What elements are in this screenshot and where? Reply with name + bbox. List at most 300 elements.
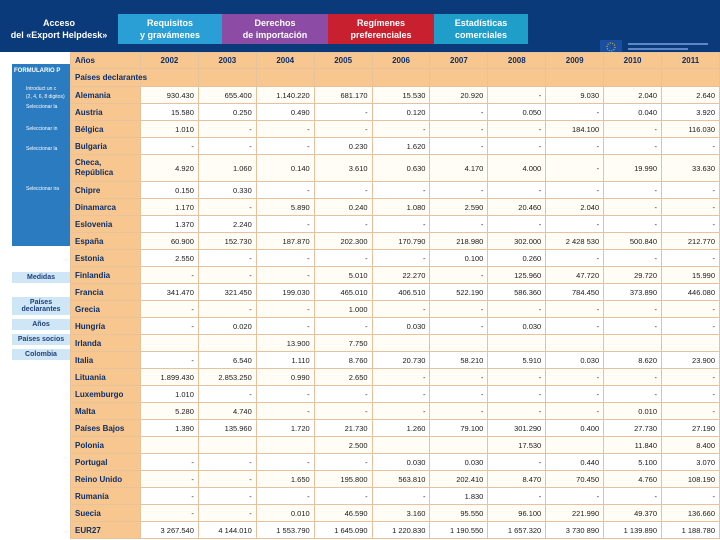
table-cell: 0.440 bbox=[546, 454, 604, 471]
table-cell: - bbox=[546, 216, 604, 233]
table-row bbox=[71, 182, 720, 199]
table-cell: 8.470 bbox=[488, 471, 546, 488]
table-cell: 1.000 bbox=[314, 301, 372, 318]
table-row bbox=[71, 403, 720, 420]
table-cell: - bbox=[256, 318, 314, 335]
table-cell: 1.060 bbox=[198, 155, 256, 182]
table-cell: - bbox=[546, 301, 604, 318]
row-country-label[interactable]: Checa, República bbox=[71, 155, 141, 182]
table-cell bbox=[546, 437, 604, 454]
table-cell: 20.460 bbox=[488, 199, 546, 216]
table-cell: - bbox=[488, 403, 546, 420]
table-cell: 202.410 bbox=[430, 471, 488, 488]
table-cell: 563.810 bbox=[372, 471, 430, 488]
table-cell: - bbox=[604, 182, 662, 199]
table-cell: 1 220.830 bbox=[372, 522, 430, 539]
row-country-label[interactable]: Malta bbox=[71, 403, 141, 420]
table-cell: 3.070 bbox=[662, 454, 720, 471]
blank-header-cell bbox=[314, 69, 372, 87]
table-cell: 0.050 bbox=[488, 104, 546, 121]
background-form-line: Seleccionar la bbox=[26, 104, 58, 110]
table-cell: - bbox=[141, 352, 199, 369]
table-cell: 1.140.220 bbox=[256, 87, 314, 104]
table-cell: - bbox=[662, 403, 720, 420]
background-form-line: Seleccionar ira bbox=[26, 186, 60, 192]
table-cell: - bbox=[198, 471, 256, 488]
table-cell: 3 730 890 bbox=[546, 522, 604, 539]
table-cell bbox=[430, 335, 488, 352]
year-header-cell[interactable]: 2002 bbox=[141, 53, 199, 69]
row-country-label[interactable]: Finlandia bbox=[71, 267, 141, 284]
row-country-label[interactable]: Grecia bbox=[71, 301, 141, 318]
nav-tab-derechos[interactable] bbox=[222, 14, 328, 44]
table-cell: 522.190 bbox=[430, 284, 488, 301]
table-row bbox=[71, 454, 720, 471]
table-cell: - bbox=[256, 386, 314, 403]
table-cell: - bbox=[372, 121, 430, 138]
blank-header-cell bbox=[141, 69, 199, 87]
table-cell: - bbox=[488, 386, 546, 403]
table-cell: - bbox=[546, 155, 604, 182]
table-cell: - bbox=[604, 121, 662, 138]
table-cell: - bbox=[430, 104, 488, 121]
table-cell: 2.240 bbox=[198, 216, 256, 233]
table-cell: 1.170 bbox=[141, 199, 199, 216]
table-cell: 2.500 bbox=[314, 437, 372, 454]
year-header-cell[interactable]: 2005 bbox=[314, 53, 372, 69]
table-cell: 1.010 bbox=[141, 386, 199, 403]
row-country-label[interactable]: EUR27 bbox=[71, 522, 141, 539]
table-cell: - bbox=[604, 318, 662, 335]
table-cell: - bbox=[430, 318, 488, 335]
table-row bbox=[71, 301, 720, 318]
blank-header-cell bbox=[604, 69, 662, 87]
table-cell: 784.450 bbox=[546, 284, 604, 301]
table-row bbox=[71, 386, 720, 403]
table-cell: - bbox=[256, 121, 314, 138]
table-cell: - bbox=[198, 250, 256, 267]
year-header-cell[interactable]: 2009 bbox=[546, 53, 604, 69]
table-cell: - bbox=[430, 121, 488, 138]
table-row bbox=[71, 352, 720, 369]
table-cell: - bbox=[430, 386, 488, 403]
table-cell: 58.210 bbox=[430, 352, 488, 369]
table-row bbox=[71, 284, 720, 301]
table-cell: - bbox=[430, 267, 488, 284]
table-cell: - bbox=[662, 138, 720, 155]
table-cell: - bbox=[488, 138, 546, 155]
table-row bbox=[71, 437, 720, 454]
table-cell: - bbox=[256, 138, 314, 155]
nav-tab-regimenes[interactable] bbox=[328, 14, 434, 44]
table-cell: 6.540 bbox=[198, 352, 256, 369]
table-row bbox=[71, 199, 720, 216]
table-cell: 70.450 bbox=[546, 471, 604, 488]
table-cell: 0.240 bbox=[314, 199, 372, 216]
statistics-table bbox=[70, 52, 720, 539]
table-cell: 4.920 bbox=[141, 155, 199, 182]
table-cell: - bbox=[546, 488, 604, 505]
row-country-label[interactable]: Alemania bbox=[71, 87, 141, 104]
table-cell: 218.980 bbox=[430, 233, 488, 250]
table-cell: 1.010 bbox=[141, 121, 199, 138]
table-cell: 1.899.430 bbox=[141, 369, 199, 386]
table-row bbox=[71, 471, 720, 488]
countries-header: Países declarantes bbox=[71, 69, 141, 87]
table-cell: 22.270 bbox=[372, 267, 430, 284]
blank-header-cell bbox=[488, 69, 546, 87]
nav-tab-line1: Derechos bbox=[254, 18, 296, 28]
row-country-label[interactable]: Bélgica bbox=[71, 121, 141, 138]
table-cell: - bbox=[198, 454, 256, 471]
table-cell bbox=[488, 335, 546, 352]
table-cell bbox=[141, 437, 199, 454]
table-cell: - bbox=[141, 318, 199, 335]
table-cell: 0.330 bbox=[198, 182, 256, 199]
table-cell: 7.750 bbox=[314, 335, 372, 352]
table-cell: - bbox=[546, 386, 604, 403]
side-label-medidas: Medidas bbox=[12, 272, 70, 283]
table-cell: 27.730 bbox=[604, 420, 662, 437]
table-cell: - bbox=[256, 267, 314, 284]
table-cell: 136.660 bbox=[662, 505, 720, 522]
table-cell: 29.720 bbox=[604, 267, 662, 284]
table-cell: 1.370 bbox=[141, 216, 199, 233]
table-cell: - bbox=[141, 488, 199, 505]
row-country-label[interactable]: Portugal bbox=[71, 454, 141, 471]
table-cell: 446.080 bbox=[662, 284, 720, 301]
table-cell: 152.730 bbox=[198, 233, 256, 250]
table-cell: 2.853.250 bbox=[198, 369, 256, 386]
table-cell: 0.990 bbox=[256, 369, 314, 386]
table-cell: 4 144.010 bbox=[198, 522, 256, 539]
table-cell: 60.900 bbox=[141, 233, 199, 250]
table-cell: 1 645.090 bbox=[314, 522, 372, 539]
table-row bbox=[71, 104, 720, 121]
table-cell: 1.260 bbox=[372, 420, 430, 437]
table-cell: 1 188.780 bbox=[662, 522, 720, 539]
year-header-cell[interactable]: 2006 bbox=[372, 53, 430, 69]
table-cell: 0.020 bbox=[198, 318, 256, 335]
table-cell: - bbox=[256, 403, 314, 420]
table-cell: - bbox=[198, 121, 256, 138]
table-cell: - bbox=[141, 471, 199, 488]
table-cell bbox=[198, 437, 256, 454]
table-cell: 586.360 bbox=[488, 284, 546, 301]
table-cell: 2.640 bbox=[662, 87, 720, 104]
table-row bbox=[71, 216, 720, 233]
table-cell: 0.140 bbox=[256, 155, 314, 182]
row-country-label[interactable]: Suecia bbox=[71, 505, 141, 522]
nav-tab-requisitos[interactable] bbox=[118, 14, 222, 44]
table-cell: 5.010 bbox=[314, 267, 372, 284]
table-cell: 0.630 bbox=[372, 155, 430, 182]
table-cell: - bbox=[314, 250, 372, 267]
table-cell: 4.740 bbox=[198, 403, 256, 420]
table-cell: - bbox=[604, 301, 662, 318]
table-cell: - bbox=[198, 301, 256, 318]
table-cell: - bbox=[372, 301, 430, 318]
table-cell: 2.550 bbox=[141, 250, 199, 267]
table-cell: - bbox=[604, 138, 662, 155]
blank-header-cell bbox=[256, 69, 314, 87]
year-header-cell[interactable]: 2008 bbox=[488, 53, 546, 69]
table-cell: - bbox=[314, 403, 372, 420]
table-cell: - bbox=[488, 121, 546, 138]
blank-header-cell bbox=[430, 69, 488, 87]
table-cell: - bbox=[604, 386, 662, 403]
row-country-label[interactable]: Hungría bbox=[71, 318, 141, 335]
nav-tab-line2: comerciales bbox=[454, 30, 508, 40]
row-country-label[interactable]: Luxemburgo bbox=[71, 386, 141, 403]
table-cell: 212.770 bbox=[662, 233, 720, 250]
table-cell: - bbox=[256, 182, 314, 199]
table-cell: 96.100 bbox=[488, 505, 546, 522]
row-country-label[interactable]: Rumanía bbox=[71, 488, 141, 505]
table-cell: - bbox=[372, 250, 430, 267]
table-cell: 0.030 bbox=[372, 454, 430, 471]
table-cell: - bbox=[372, 488, 430, 505]
table-cell: 19.990 bbox=[604, 155, 662, 182]
background-side-labels bbox=[12, 272, 70, 364]
table-cell: - bbox=[430, 301, 488, 318]
row-country-label[interactable]: Bulgaria bbox=[71, 138, 141, 155]
table-cell: 199.030 bbox=[256, 284, 314, 301]
table-cell: 0.030 bbox=[372, 318, 430, 335]
table-cell bbox=[141, 335, 199, 352]
table-cell: - bbox=[198, 386, 256, 403]
table-cell: - bbox=[314, 121, 372, 138]
table-cell: 1.110 bbox=[256, 352, 314, 369]
nav-tab-acceso[interactable] bbox=[0, 14, 118, 44]
table-cell: 301.290 bbox=[488, 420, 546, 437]
table-cell: 3.610 bbox=[314, 155, 372, 182]
table-cell: - bbox=[141, 301, 199, 318]
table-cell: 21.730 bbox=[314, 420, 372, 437]
table-cell: 8.760 bbox=[314, 352, 372, 369]
table-cell: 0.120 bbox=[372, 104, 430, 121]
table-cell: 20.730 bbox=[372, 352, 430, 369]
table-cell bbox=[430, 437, 488, 454]
table-cell: 0.230 bbox=[314, 138, 372, 155]
table-cell: 0.030 bbox=[488, 318, 546, 335]
table-cell: 373.890 bbox=[604, 284, 662, 301]
table-cell: 195.800 bbox=[314, 471, 372, 488]
table-cell: 5.280 bbox=[141, 403, 199, 420]
table-row bbox=[71, 250, 720, 267]
table-cell: - bbox=[430, 369, 488, 386]
table-cell: 46.590 bbox=[314, 505, 372, 522]
table-cell: 33.630 bbox=[662, 155, 720, 182]
nav-tab-line2: de importación bbox=[242, 30, 308, 40]
table-cell: - bbox=[662, 386, 720, 403]
nav-tab-line2: del «Export Helpdesk» bbox=[10, 30, 108, 40]
table-cell: - bbox=[198, 199, 256, 216]
table-cell: 0.010 bbox=[604, 403, 662, 420]
table-cell: 23.900 bbox=[662, 352, 720, 369]
table-cell: 0.260 bbox=[488, 250, 546, 267]
table-cell: 15.530 bbox=[372, 87, 430, 104]
row-country-label[interactable]: Polonia bbox=[71, 437, 141, 454]
table-cell: - bbox=[488, 216, 546, 233]
table-cell: 1.620 bbox=[372, 138, 430, 155]
table-cell: 11.840 bbox=[604, 437, 662, 454]
row-country-label[interactable]: Estonia bbox=[71, 250, 141, 267]
table-cell: - bbox=[256, 454, 314, 471]
table-cell: 5.890 bbox=[256, 199, 314, 216]
table-cell: 47.720 bbox=[546, 267, 604, 284]
table-row bbox=[71, 267, 720, 284]
table-cell: 302.000 bbox=[488, 233, 546, 250]
table-cell: 0.010 bbox=[256, 505, 314, 522]
table-cell: - bbox=[256, 216, 314, 233]
row-country-label[interactable]: Italia bbox=[71, 352, 141, 369]
blank-header-cell bbox=[662, 69, 720, 87]
table-cell: 15.580 bbox=[141, 104, 199, 121]
table-cell: 8.400 bbox=[662, 437, 720, 454]
table-cell: - bbox=[198, 488, 256, 505]
table-cell: - bbox=[488, 182, 546, 199]
statistics-table-container bbox=[70, 52, 720, 540]
table-cell: - bbox=[604, 250, 662, 267]
table-cell: 184.100 bbox=[546, 121, 604, 138]
table-cell: - bbox=[314, 454, 372, 471]
table-cell: 0.400 bbox=[546, 420, 604, 437]
table-cell: 15.990 bbox=[662, 267, 720, 284]
table-cell: - bbox=[430, 182, 488, 199]
year-header-cell[interactable]: 2007 bbox=[430, 53, 488, 69]
table-cell: 125.960 bbox=[488, 267, 546, 284]
blank-header-cell bbox=[198, 69, 256, 87]
background-form-line: (2, 4, 6, 8 digitos) bbox=[26, 94, 65, 100]
row-country-label[interactable]: Irlanda bbox=[71, 335, 141, 352]
table-cell: 341.470 bbox=[141, 284, 199, 301]
table-cell: 406.510 bbox=[372, 284, 430, 301]
table-cell: 1 190.550 bbox=[430, 522, 488, 539]
table-cell: - bbox=[314, 104, 372, 121]
table-cell bbox=[256, 437, 314, 454]
table-row bbox=[71, 121, 720, 138]
table-cell: 135.960 bbox=[198, 420, 256, 437]
table-cell: 1 553.790 bbox=[256, 522, 314, 539]
table-row bbox=[71, 335, 720, 352]
nav-tab-line1: Estadísticas bbox=[454, 18, 508, 28]
nav-tab-estadisticas[interactable] bbox=[434, 14, 528, 44]
table-cell: 681.170 bbox=[314, 87, 372, 104]
table-cell: - bbox=[662, 369, 720, 386]
table-row bbox=[71, 505, 720, 522]
table-cell: - bbox=[314, 386, 372, 403]
table-cell: - bbox=[662, 216, 720, 233]
table-cell: 0.100 bbox=[430, 250, 488, 267]
table-cell: - bbox=[662, 488, 720, 505]
table-cell: - bbox=[546, 182, 604, 199]
table-cell: 79.100 bbox=[430, 420, 488, 437]
table-cell: 0.150 bbox=[141, 182, 199, 199]
row-country-label[interactable]: Reino Unido bbox=[71, 471, 141, 488]
table-cell: 13.900 bbox=[256, 335, 314, 352]
table-cell: - bbox=[488, 369, 546, 386]
table-cell: 3.920 bbox=[662, 104, 720, 121]
year-header-cell[interactable]: 2004 bbox=[256, 53, 314, 69]
table-cell: 1 139.890 bbox=[604, 522, 662, 539]
table-cell: 2.650 bbox=[314, 369, 372, 386]
side-label-paises-socios: Países socios bbox=[12, 334, 70, 345]
table-cell: 187.870 bbox=[256, 233, 314, 250]
table-cell: 0.250 bbox=[198, 104, 256, 121]
year-header-cell[interactable]: 2010 bbox=[604, 53, 662, 69]
row-country-label[interactable]: Países Bajos bbox=[71, 420, 141, 437]
table-cell: - bbox=[198, 138, 256, 155]
table-cell: 1.080 bbox=[372, 199, 430, 216]
table-cell: 8.620 bbox=[604, 352, 662, 369]
table-cell: 202.300 bbox=[314, 233, 372, 250]
table-cell: 2 428 530 bbox=[546, 233, 604, 250]
year-header-cell[interactable]: 2011 bbox=[662, 53, 720, 69]
table-row bbox=[71, 369, 720, 386]
side-label-colombia: Colombia bbox=[12, 349, 70, 360]
table-cell: 0.030 bbox=[430, 454, 488, 471]
row-country-label[interactable]: Chipre bbox=[71, 182, 141, 199]
table-cell: 5.100 bbox=[604, 454, 662, 471]
table-cell: 116.030 bbox=[662, 121, 720, 138]
table-cell: 655.400 bbox=[198, 87, 256, 104]
table-cell: - bbox=[546, 403, 604, 420]
table-cell bbox=[546, 335, 604, 352]
table-cell: 2.590 bbox=[430, 199, 488, 216]
row-country-label[interactable]: Austria bbox=[71, 104, 141, 121]
table-row bbox=[71, 318, 720, 335]
table-cell: - bbox=[430, 403, 488, 420]
blank-header-cell bbox=[546, 69, 604, 87]
table-cell: - bbox=[662, 250, 720, 267]
table-cell: - bbox=[314, 216, 372, 233]
table-cell: 1 657.320 bbox=[488, 522, 546, 539]
side-label-paises-declarantes: Países declarantes bbox=[12, 297, 70, 315]
nav-tab-line2: preferenciales bbox=[350, 30, 412, 40]
table-cell bbox=[604, 335, 662, 352]
table-cell: 0.490 bbox=[256, 104, 314, 121]
year-header-cell[interactable]: 2003 bbox=[198, 53, 256, 69]
table-cell: - bbox=[198, 505, 256, 522]
nav-tab-line1: Requisitos bbox=[146, 18, 193, 28]
row-country-label[interactable]: España bbox=[71, 233, 141, 250]
table-cell: 221.990 bbox=[546, 505, 604, 522]
table-cell: - bbox=[141, 505, 199, 522]
table-cell: - bbox=[488, 87, 546, 104]
table-row bbox=[71, 488, 720, 505]
table-row bbox=[71, 138, 720, 155]
table-cell: - bbox=[314, 318, 372, 335]
table-cell: 9.030 bbox=[546, 87, 604, 104]
nav-tab-line1: Acceso bbox=[42, 18, 76, 28]
background-form-line: Introduct un c bbox=[26, 86, 57, 92]
row-country-label[interactable]: Dinamarca bbox=[71, 199, 141, 216]
table-row bbox=[71, 87, 720, 104]
table-cell: - bbox=[256, 301, 314, 318]
row-country-label[interactable]: Lituania bbox=[71, 369, 141, 386]
table-cell: - bbox=[198, 267, 256, 284]
table-cell: 170.790 bbox=[372, 233, 430, 250]
nav-tab-line2: y gravámenes bbox=[139, 30, 201, 40]
row-country-label[interactable]: Francia bbox=[71, 284, 141, 301]
table-cell: 95.550 bbox=[430, 505, 488, 522]
table-cell: - bbox=[662, 318, 720, 335]
row-country-label[interactable]: Eslovenia bbox=[71, 216, 141, 233]
table-cell: - bbox=[546, 104, 604, 121]
table-cell: 4.170 bbox=[430, 155, 488, 182]
table-cell: - bbox=[430, 216, 488, 233]
